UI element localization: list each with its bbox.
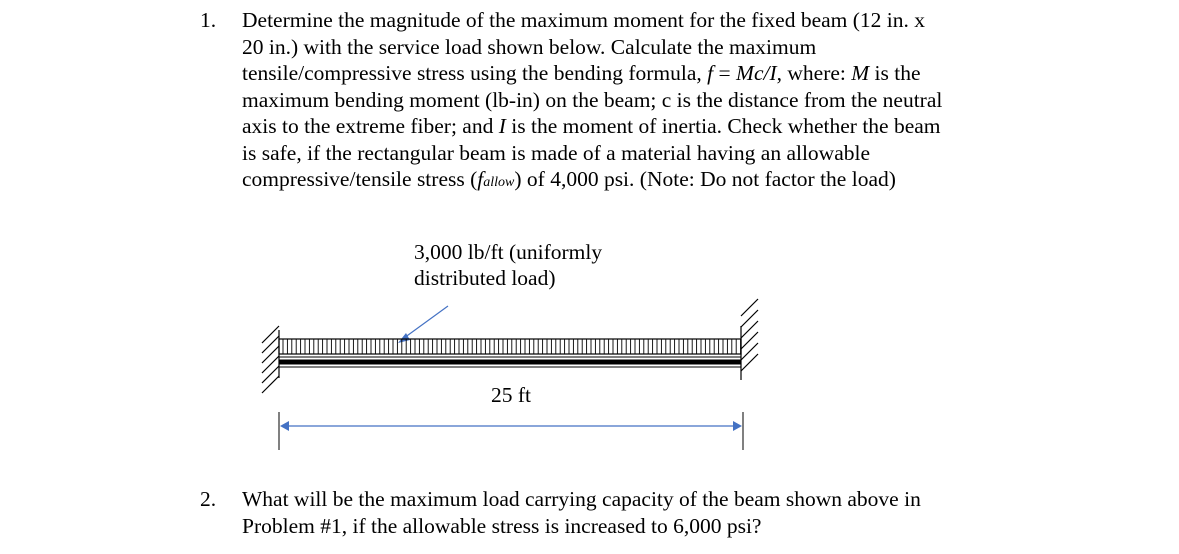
text-run: = — [713, 61, 737, 85]
problem-1-line-6: is safe, if the rectangular beam is made of a material having an allowable — [242, 140, 871, 165]
problem-2-line-2: Problem #1, if the allowable stress is increased to 6,000 psi? — [242, 513, 762, 538]
wall-hatch — [262, 336, 279, 353]
wall-hatch — [741, 332, 758, 349]
beam — [279, 357, 741, 367]
wall-hatch — [741, 299, 758, 316]
span-label: 25 ft — [491, 383, 532, 407]
text-run: compressive/tensile stress ( — [242, 167, 478, 191]
right-fixed-support — [741, 299, 758, 380]
text-run: axis to the extreme fiber; and — [242, 114, 499, 138]
problem-1-line-5 — [242, 113, 1082, 140]
problem-1-line-4: maximum bending moment (lb-in) on the beam; c is the distance from the neutral — [242, 87, 943, 112]
bending-formula: Mc/I — [736, 61, 777, 85]
load-leader-arrow — [398, 306, 448, 343]
problem-1-line-3 — [242, 60, 1082, 87]
problem-1-line-7 — [242, 166, 1082, 197]
inertia-symbol: I — [498, 114, 506, 138]
wall-hatch — [741, 310, 758, 327]
wall-hatch — [262, 366, 279, 383]
left-fixed-support — [262, 326, 279, 393]
allowable-stress-symbol: f — [477, 167, 484, 191]
stress-symbol: f — [707, 61, 714, 85]
load-label-line-2: distributed load) — [414, 266, 556, 290]
problem-1-line-2: 20 in.) with the service load shown below. Calculate the maximum — [242, 34, 817, 59]
problem-2-text — [242, 486, 1082, 539]
span-dimension-line — [279, 412, 743, 450]
allowable-subscript: allow — [483, 175, 515, 190]
problem-2-line-1: What will be the maximum load carrying capacity of the beam shown above in — [242, 487, 921, 511]
problem-2-number: 2. — [200, 487, 217, 511]
problem-1-number: 1. — [200, 8, 217, 32]
moment-symbol: M — [851, 61, 870, 85]
wall-hatch — [262, 356, 279, 373]
text-run: is the — [869, 61, 921, 85]
dimension-arrowhead-right — [733, 421, 742, 431]
wall-hatch — [262, 326, 279, 343]
dimension-arrowhead-left — [280, 421, 289, 431]
wall-hatch — [262, 376, 279, 393]
distributed-load — [279, 339, 741, 354]
text-run: ) of 4,000 psi. (Note: Do not factor the load) — [514, 167, 896, 191]
text-run: tensile/compressive stress using the bending formula, — [242, 61, 708, 85]
wall-hatch — [741, 354, 758, 371]
problem-1-text — [242, 7, 1082, 197]
wall-hatch — [741, 343, 758, 360]
wall-hatch — [741, 321, 758, 338]
load-label-line-1: 3,000 lb/ft (uniformly — [414, 240, 603, 264]
text-run: is the moment of inertia. Check whether the beam — [505, 114, 941, 138]
text-run: , where: — [776, 61, 852, 85]
wall-hatch — [262, 346, 279, 363]
problem-1-line-1: Determine the magnitude of the maximum moment for the fixed beam (12 in. x — [242, 8, 926, 32]
